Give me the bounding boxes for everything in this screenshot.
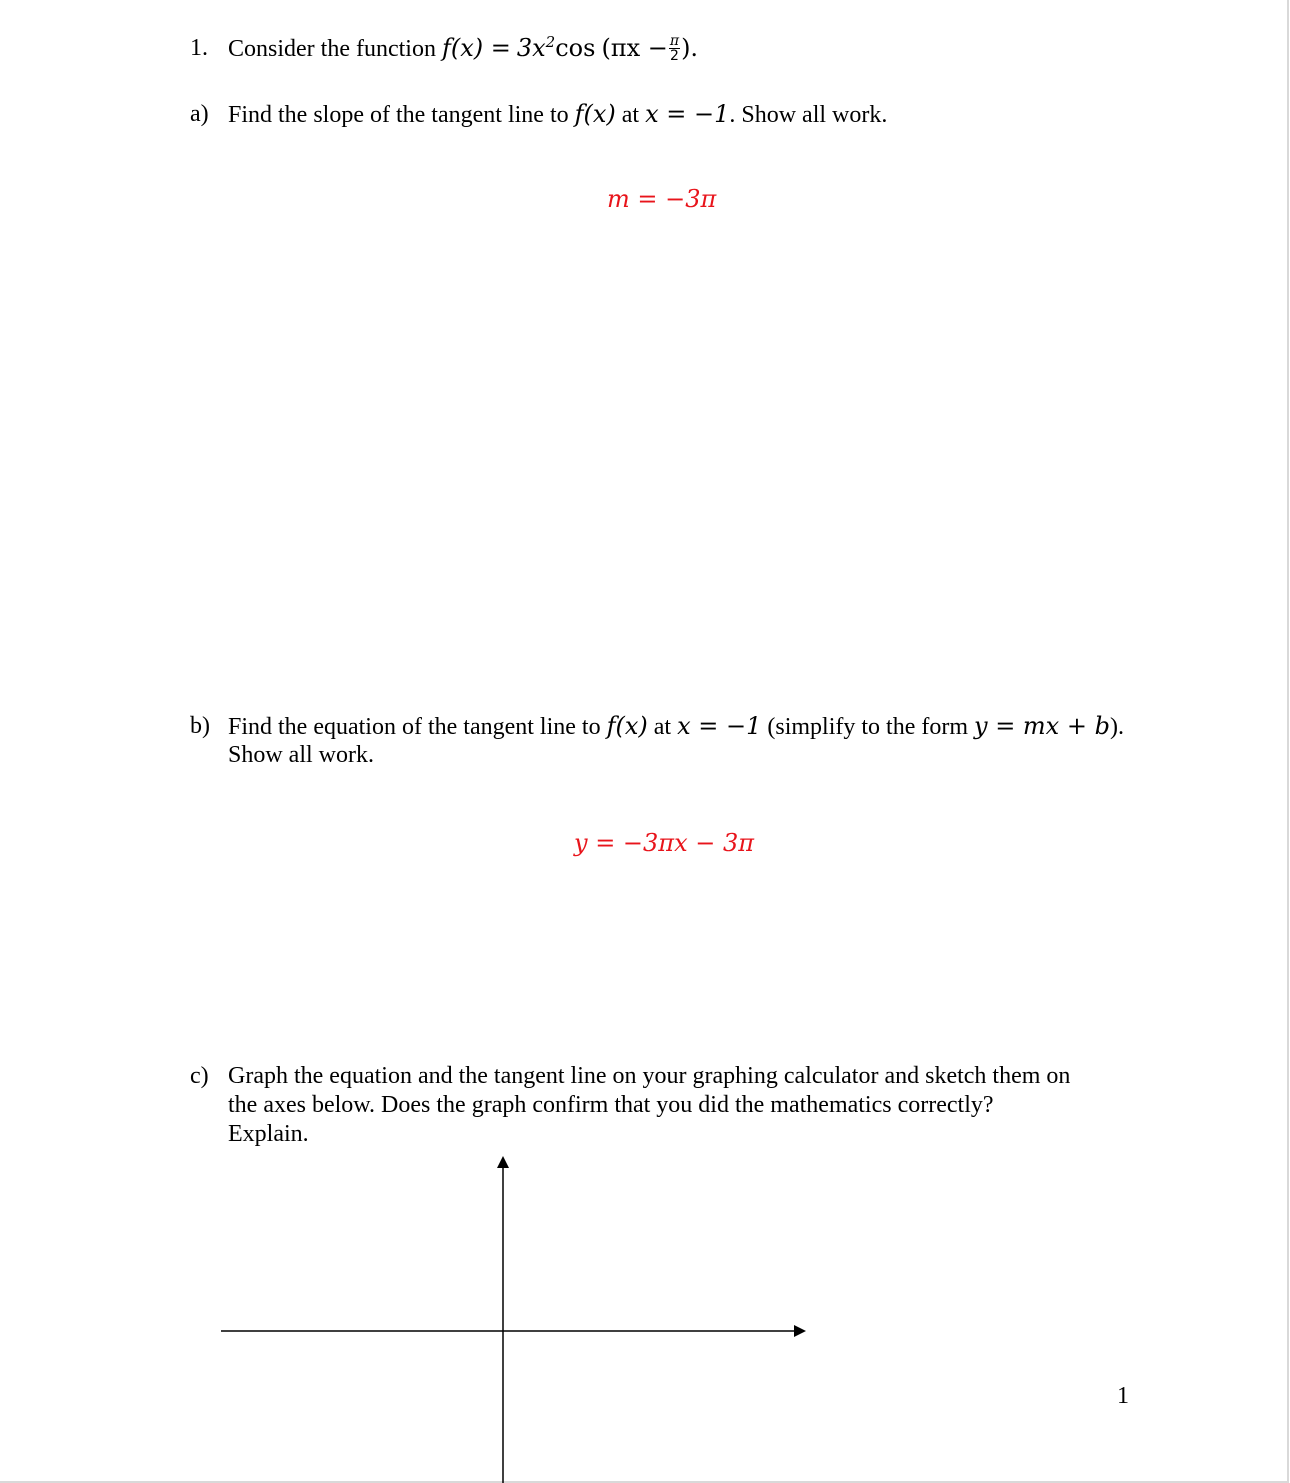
function-lhs: f(x) = <box>441 34 511 62</box>
page-number: 1 <box>1117 1383 1129 1409</box>
part-b-prompt: Find the equation of the tangent line to <box>228 714 601 740</box>
y-axis-arrow <box>497 1156 509 1168</box>
part-a-instruction: . Show all work. <box>729 102 888 128</box>
x-axis-arrow <box>794 1325 806 1337</box>
part-b-fx: f(x) <box>606 712 648 740</box>
part-b-form: y = mx + b <box>974 712 1110 740</box>
exponent: 2 <box>545 33 556 51</box>
part-c-label: c) <box>190 1063 209 1089</box>
part-a-prompt: Find the slope of the tangent line to <box>228 102 569 128</box>
cos-label: cos <box>555 34 596 62</box>
part-b-show-work: Show all work. <box>228 742 374 768</box>
tangent-equation-answer: y = −3πx − 3π <box>574 829 755 857</box>
fraction-numerator: π <box>669 32 680 49</box>
function-term: 3x <box>516 34 546 62</box>
part-c-text-3: Explain. <box>228 1121 309 1147</box>
part-b-simplify: (simplify to the form <box>767 714 968 740</box>
cos-argument-open: (πx − <box>601 34 668 62</box>
part-b-label: b) <box>190 713 210 739</box>
part-c-text-2: the axes below. Does the graph confirm that you did the mathematics correctly? <box>228 1092 994 1118</box>
part-a-condition: x = −1 <box>645 100 730 128</box>
part-b-at: at <box>653 714 672 740</box>
slope-answer: m = −3π <box>607 185 717 213</box>
part-c-text-1: Graph the equation and the tangent line on your graphing calculator and sketch them on <box>228 1063 1071 1089</box>
fraction-denominator: 2 <box>670 47 679 64</box>
part-a-fx: f(x) <box>574 100 616 128</box>
question-number: 1. <box>190 35 208 61</box>
cos-argument-close: ). <box>681 34 699 62</box>
part-a-at: at <box>621 102 640 128</box>
question-intro: Consider the function <box>228 36 436 62</box>
part-b-close: ). <box>1109 714 1124 740</box>
part-a-label: a) <box>190 101 209 127</box>
part-b-condition: x = −1 <box>677 712 762 740</box>
